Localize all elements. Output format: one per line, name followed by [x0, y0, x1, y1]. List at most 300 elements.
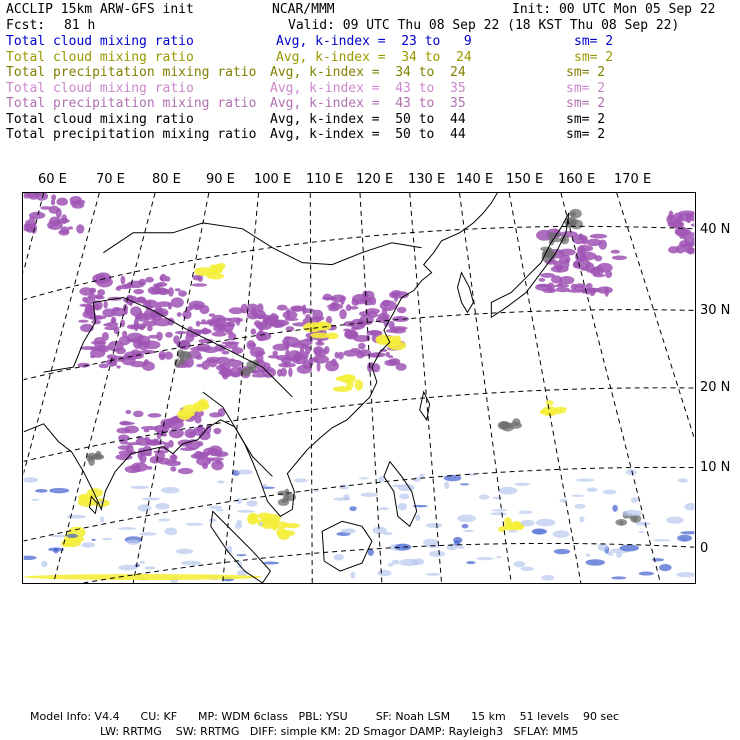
cloud-cell-mid [333, 386, 352, 392]
cloud-cell-upper [141, 426, 159, 430]
cloud-cell-low [676, 572, 696, 577]
cloud-cell-upper [119, 336, 131, 345]
cloud-cell-upper [222, 351, 230, 355]
cloud-cell-upper [111, 319, 116, 323]
cloud-cell-upper [51, 194, 56, 200]
cloud-cell-low [66, 534, 78, 538]
cloud-cell-low [579, 516, 584, 522]
cloud-cell-low [209, 506, 222, 509]
cloud-cell-low [339, 485, 349, 489]
cloud-cell-low [155, 503, 170, 510]
cloud-cell-upper [68, 226, 73, 229]
legend-level-range: Avg, k-index = 34 to 24 [270, 65, 466, 80]
cloud-cell-upper [148, 413, 162, 418]
cloud-cell-upper [151, 287, 168, 294]
cloud-cell-low [460, 483, 469, 485]
cloud-cell-low [144, 566, 155, 569]
cloud-cell-upper [284, 336, 292, 339]
cloud-cell-mid [546, 400, 554, 405]
cloud-cell-low [142, 497, 160, 500]
cloud-cell-low [677, 535, 692, 542]
cloud-cell-low [444, 481, 449, 489]
cloud-cell-upper [251, 328, 257, 335]
cloud-cell-low [262, 562, 279, 565]
cloud-cell-low [611, 576, 626, 579]
cloud-cell-low [411, 558, 424, 565]
cloud-cell-low [341, 528, 356, 533]
cloud-cell-upper [365, 308, 380, 314]
cloud-cell-low [514, 561, 526, 567]
cloud-cell-upper [160, 274, 167, 282]
cloud-cell-upper [203, 347, 219, 353]
cloud-cell-low [519, 511, 533, 514]
cloud-cell-mid [377, 337, 394, 344]
latitude-label: 10 N [700, 460, 731, 475]
cloud-cell-upper [577, 245, 593, 252]
cloud-cell-upper [142, 321, 157, 327]
cloud-cell-low [553, 530, 570, 538]
cloud-cell-upper [222, 341, 240, 344]
cloud-cell-upper [104, 326, 116, 330]
longitude-label: 140 E [456, 172, 494, 187]
cloud-cell-low [31, 499, 39, 501]
cloud-cell-upper [272, 344, 289, 351]
cloud-cell-low [126, 539, 139, 544]
cloud-cell-upper [666, 215, 675, 225]
longitude-label: 150 E [506, 172, 544, 187]
cloud-cell-low [666, 517, 683, 524]
longitude-gridline [360, 193, 382, 583]
cloud-cell-mid [247, 514, 258, 525]
cloud-cell-upper [188, 432, 194, 438]
cloud-cell-low [237, 469, 253, 474]
cloud-cell-upper [368, 353, 383, 357]
cloud-cell-upper [171, 297, 184, 307]
legend-level-range: Avg, k-index = 34 to 24 [276, 49, 472, 65]
cloud-cell-upper [103, 301, 107, 309]
cloud-cell-upper [305, 314, 310, 319]
cloud-cell-upper [539, 278, 546, 282]
cloud-cell-low [185, 523, 203, 526]
cloud-cell-low [391, 484, 404, 487]
cloud-cell-upper [317, 362, 321, 372]
cloud-cell-upper [285, 318, 299, 321]
cloud-cell-low [508, 530, 518, 532]
cloud-cell-upper [78, 320, 88, 323]
cloud-cell-upper [255, 310, 265, 319]
cloud-cell-low [626, 469, 637, 475]
cloud-cell-upper [144, 341, 161, 350]
coastline-philippines [384, 462, 417, 527]
cloud-cell-upper [125, 410, 131, 414]
cloud-cell-upper [385, 352, 390, 357]
longitude-label: 80 E [152, 172, 181, 187]
cloud-cell-low [476, 557, 493, 560]
cloud-cell-low [81, 542, 95, 547]
cloud-cell-upper [58, 229, 69, 235]
cloud-cell-low [491, 509, 507, 511]
cloud-cell-low [498, 487, 518, 495]
cloud-cell-mid [179, 411, 195, 417]
cloud-cell-mid [209, 264, 218, 274]
cloud-cell-upper [343, 350, 358, 357]
cloud-cell-low [586, 553, 591, 556]
cloud-cell-low [419, 474, 424, 479]
cloud-cell-upper [195, 416, 202, 424]
cloud-cell-deep [174, 358, 181, 367]
cloud-cell-upper [70, 200, 78, 205]
cloud-cell-upper [185, 333, 194, 342]
cloud-cell-upper [88, 316, 103, 320]
coastline-korea [457, 273, 473, 313]
legend-smoothing: sm= 2 [574, 49, 614, 65]
legend-smoothing: sm= 2 [566, 80, 606, 96]
cloud-cell-low [100, 516, 104, 522]
cloud-cell-upper [126, 444, 134, 454]
longitude-gridline [22, 193, 44, 583]
longitude-label: 90 E [206, 172, 235, 187]
cloud-cell-low [22, 477, 38, 482]
cloud-cell-low [246, 500, 257, 506]
cloud-cell-upper [133, 289, 144, 294]
cloud-cell-low [102, 538, 113, 540]
cloud-cell-low [462, 524, 469, 529]
cloud-cell-upper [91, 320, 101, 325]
cloud-cell-upper [322, 297, 338, 300]
cloud-cell-upper [147, 452, 152, 456]
cloud-cell-low [521, 520, 535, 527]
cloud-cell-upper [135, 315, 144, 319]
cloud-cell-upper [148, 440, 165, 445]
cloud-cell-upper [170, 455, 178, 461]
cloud-cell-upper [590, 267, 600, 275]
cloud-cell-upper [389, 292, 397, 299]
cloud-cell-low [576, 478, 594, 481]
latitude-gridline [22, 467, 694, 543]
cloud-cell-upper [90, 349, 105, 358]
fcst-label: Fcst: [6, 18, 46, 33]
cloud-cell-upper [56, 198, 68, 206]
longitude-label: 110 E [306, 172, 344, 187]
cloud-cell-low [603, 489, 617, 494]
cloud-cell-upper [537, 284, 548, 287]
cloud-cell-upper [116, 365, 120, 368]
cloud-cell-upper [178, 290, 187, 296]
cloud-cell-upper [191, 454, 199, 458]
cloud-cell-upper [217, 321, 234, 332]
latitude-label: 20 N [700, 380, 731, 395]
cloud-cell-deep [500, 421, 510, 426]
cloud-cell-upper [175, 288, 181, 291]
cloud-cell-low [91, 539, 95, 541]
cloud-cell-upper [182, 310, 191, 319]
cloud-cell-upper [564, 258, 569, 268]
cloud-cell-upper [218, 369, 232, 376]
cloud-cell-upper [146, 466, 152, 470]
cloud-cell-low [638, 531, 644, 533]
longitude-label: 60 E [38, 172, 67, 187]
cloud-cell-low [444, 475, 462, 482]
cloud-cell-low [680, 531, 696, 534]
cloud-cell-low [514, 483, 530, 486]
cloud-cell-upper [177, 312, 182, 317]
cloud-cell-upper [198, 321, 215, 324]
cloud-cell-low [140, 561, 145, 564]
cloud-cell-upper [612, 256, 627, 261]
legend-smoothing: sm= 2 [574, 34, 614, 49]
cloud-cell-upper [676, 229, 691, 236]
cloud-cell-upper [116, 286, 122, 290]
cloud-cell-low [377, 570, 391, 576]
cloud-cell-upper [540, 273, 555, 278]
cloud-cell-upper [586, 283, 593, 289]
cloud-cell-low [50, 535, 68, 538]
cloud-cell-low [343, 494, 350, 500]
cloud-cell-upper [217, 318, 232, 321]
cloud-cell-upper [547, 282, 555, 292]
cloud-cell-low [413, 477, 421, 482]
cloud-cell-upper [267, 315, 278, 320]
cloud-cell-low [139, 532, 157, 536]
cloud-cell-low [684, 503, 696, 510]
cloud-cell-low [379, 507, 389, 510]
cloud-cell-upper [124, 425, 139, 433]
cloud-cell-upper [49, 225, 54, 228]
cloud-cell-low [262, 484, 266, 487]
cloud-cell-upper [40, 206, 51, 210]
cloud-cell-upper [157, 430, 162, 440]
cloud-cell-upper [170, 466, 176, 471]
coastline-taiwan [420, 392, 430, 420]
cloud-cell-upper [315, 341, 324, 346]
cloud-cell-mid [284, 523, 300, 528]
cloud-cell-low [426, 573, 441, 576]
footer-physics-info: LW: RRTMG SW: RRTMG DIFF: simple KM: 2D Smagor DAMP: Rayleigh3 SFLAY: MM5 [100, 725, 579, 738]
cloud-cell-upper [339, 309, 347, 319]
longitude-gridline [22, 193, 99, 583]
cloud-cell-mid [271, 521, 278, 530]
cloud-cell-upper [297, 365, 312, 374]
cloud-cell-low [652, 558, 664, 561]
cloud-cell-upper [156, 301, 171, 307]
cloud-cell-mid [394, 335, 401, 345]
cloud-cell-upper [199, 305, 209, 314]
cloud-cell-upper [312, 316, 324, 320]
cloud-cell-low [41, 561, 48, 567]
cloud-cell-upper [87, 295, 102, 299]
cloud-cell-upper [288, 367, 292, 377]
cloud-cell-low [334, 554, 344, 560]
cloud-cell-mid [354, 380, 363, 391]
cloud-cell-low [161, 487, 179, 494]
cloud-cell-low [217, 480, 224, 483]
cloud-cell-upper [118, 435, 130, 442]
cloud-cell-upper [195, 355, 202, 359]
cloud-cell-mid [277, 528, 287, 538]
cloud-cell-low [659, 564, 672, 571]
cloud-cell-low [262, 487, 275, 489]
center-label: NCAR/MMM [272, 2, 335, 17]
legend-smoothing: sm= 2 [566, 96, 606, 111]
footer-model-info: Model Info: V4.4 CU: KF MP: WDM 6class PBL: YSU SF: Noah LSM 15 km 51 levels 90 sec [30, 710, 620, 723]
cloud-cell-upper [133, 411, 144, 418]
cloud-cell-mid [326, 333, 338, 340]
longitude-label: 120 E [356, 172, 394, 187]
cloud-cell-low [586, 559, 605, 566]
cloud-cell-low [131, 486, 149, 489]
cloud-cell-low [532, 528, 547, 534]
cloud-cell-low [521, 567, 535, 571]
model-title: ACCLIP 15km ARW-GFS init [6, 2, 194, 17]
cloud-cell-upper [370, 297, 376, 305]
cloud-band-low [24, 574, 263, 580]
cloud-cell-upper [168, 287, 174, 296]
cloud-cell-upper [160, 424, 169, 430]
cloud-cell-low [678, 478, 688, 482]
init-time: Init: 00 UTC Mon 05 Sep 22 [512, 2, 716, 17]
latitude-label: 30 N [700, 303, 731, 318]
cloud-cell-upper [386, 329, 398, 333]
cloud-cell-low [587, 487, 598, 492]
cloud-cell-low [236, 498, 242, 504]
cloud-cell-low [359, 477, 369, 479]
cloud-cell-low [426, 523, 443, 528]
cloud-cell-low [490, 512, 506, 515]
cloud-cell-upper [175, 331, 187, 334]
longitude-gridline [310, 193, 312, 583]
cloud-cell-low [164, 528, 177, 536]
cloud-cell-upper [116, 347, 126, 354]
cloud-cell-low [388, 563, 394, 566]
cloud-cell-upper [590, 234, 607, 239]
cloud-cell-upper [572, 234, 586, 244]
cloud-cell-mid [217, 263, 225, 269]
cloud-cell-upper [312, 355, 329, 364]
cloud-cell-upper [120, 276, 125, 285]
cloud-cell-low [294, 478, 308, 482]
cloud-cell-upper [213, 428, 221, 434]
longitude-label: 70 E [96, 172, 125, 187]
longitude-label: 130 E [408, 172, 446, 187]
cloud-cell-upper [389, 321, 395, 330]
cloud-cell-low [620, 545, 639, 552]
cloud-cell-mid [336, 376, 353, 382]
legend-smoothing: sm= 2 [566, 65, 606, 80]
cloud-cell-upper [165, 332, 173, 338]
cloud-cell-upper [158, 354, 165, 358]
cloud-cell-upper [558, 282, 563, 286]
cloud-cell-low [429, 551, 445, 557]
cloud-cell-deep [92, 454, 105, 460]
cloud-cell-low [554, 549, 570, 554]
cloud-cell-upper [205, 359, 218, 363]
fcst-value: 81 h [64, 18, 96, 33]
cloud-cell-low [176, 548, 193, 554]
cloud-cell-upper [556, 265, 562, 273]
legend-level-range: Avg, k-index = 23 to 9 [276, 34, 472, 49]
legend-level-range: Avg, k-index = 43 to 35 [270, 80, 466, 96]
longitude-label: 170 E [614, 172, 652, 187]
cloud-cell-upper [283, 362, 289, 367]
cloud-cell-low [118, 527, 137, 530]
cloud-cell-upper [192, 283, 207, 287]
cloud-cell-low [235, 523, 242, 529]
cloud-cell-upper [203, 448, 218, 455]
cloud-cell-upper [397, 307, 407, 313]
cloud-cell-low [631, 497, 638, 503]
cloud-cell-upper [605, 271, 612, 278]
cloud-cell-low [571, 495, 584, 497]
cloud-cell-upper [202, 328, 208, 335]
cloud-cell-upper [687, 246, 693, 255]
cloud-cell-low [138, 504, 152, 511]
cloud-cell-low [541, 575, 554, 581]
cloud-cell-low [574, 504, 585, 509]
cloud-cell-upper [338, 352, 344, 360]
cloud-cell-deep [512, 418, 520, 426]
latitude-label: 0 [700, 541, 709, 556]
cloud-cell-low [622, 510, 642, 516]
cloud-cell-low [181, 561, 201, 566]
cloud-cell-upper [611, 250, 620, 254]
cloud-cell-upper [272, 351, 278, 357]
cloud-cell-upper [164, 352, 173, 360]
cloud-cell-low [493, 497, 502, 500]
cloud-cell-upper [256, 331, 267, 341]
cloud-cell-upper [250, 347, 265, 357]
cloud-cell-low [360, 493, 378, 497]
cloud-cell-deep [278, 498, 289, 505]
cloud-cell-upper [676, 245, 685, 254]
cloud-cell-upper [691, 223, 696, 227]
cloud-cell-deep [619, 521, 623, 526]
legend-smoothing: sm= 2 [566, 127, 606, 142]
cloud-cell-low [639, 571, 654, 575]
cloud-cell-upper [325, 360, 339, 371]
cloud-cell-deep [248, 366, 254, 373]
legend-smoothing: sm= 2 [566, 111, 606, 127]
cloud-cell-upper [124, 352, 138, 361]
cloud-cell-low [457, 515, 476, 523]
cloud-cell-upper [677, 216, 684, 221]
cloud-cell-upper [327, 303, 343, 309]
cloud-cell-low [236, 554, 246, 556]
cloud-cell-low [350, 572, 355, 578]
cloud-cell-low [22, 556, 37, 560]
cloud-cell-low [209, 518, 217, 521]
cloud-cell-upper [259, 324, 264, 332]
cloud-cell-low [636, 522, 651, 526]
cloud-cell-upper [158, 458, 163, 463]
cloud-cell-low [466, 561, 475, 564]
cloud-cell-upper [324, 346, 330, 354]
cloud-cell-upper [156, 332, 163, 341]
cloud-cell-low [378, 476, 384, 482]
longitude-label: 100 E [254, 172, 292, 187]
legend-field-name: Total precipitation mixing ratio [6, 96, 257, 111]
legend-field-name: Total cloud mixing ratio [6, 49, 194, 65]
cloud-cell-upper [384, 360, 398, 367]
cloud-cell-upper [178, 468, 194, 474]
cloud-cell-deep [570, 211, 576, 217]
cloud-cell-low [118, 565, 137, 571]
cloud-cell-upper [145, 277, 153, 283]
cloud-cell-mid [193, 401, 209, 410]
border-china-north [103, 223, 421, 265]
cloud-cell-mid [317, 323, 325, 327]
cloud-cell-low [415, 515, 420, 522]
cloud-cell-upper [290, 343, 306, 348]
